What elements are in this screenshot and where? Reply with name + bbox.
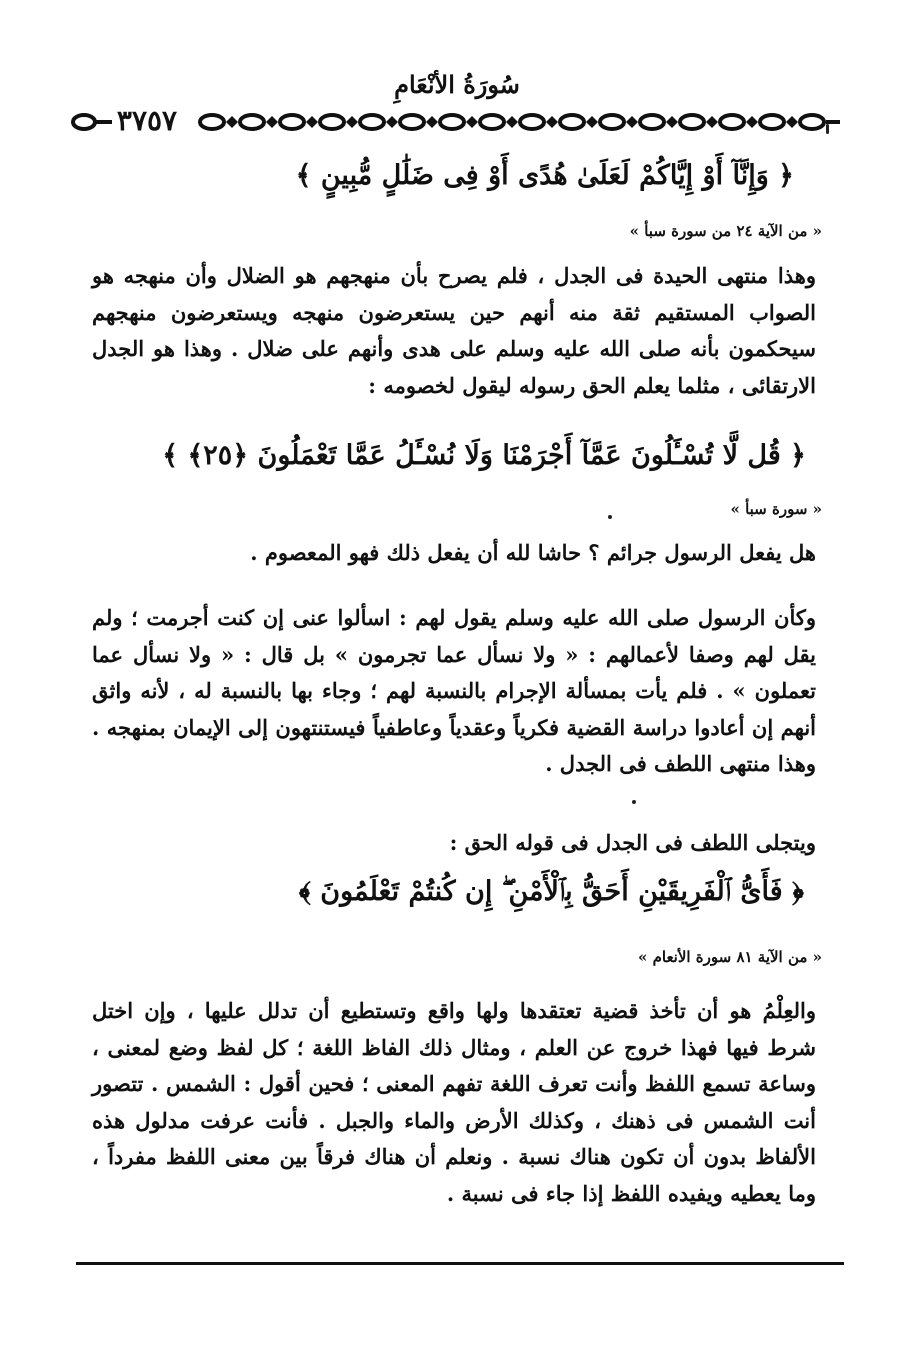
verse-reference: « من الآية ٢٤ من سورة سبأ »	[629, 222, 822, 240]
footer-rule	[76, 1262, 844, 1265]
decorative-chain-border	[70, 110, 840, 134]
body-paragraph: والعِلْمُ هو أن تأخذ قضية تعتقدها ولها واقع وتستطيع أن تدلل عليها ، وإن اختل شرط فيها فهذا خروج عن العلم ، ومثال ذلك الفاظ اللغة ؛ كل لفظ وضع لمعنى ، وساعة تسمع اللفظ وأنت تعرف اللغة تفهم المعنى ؛ فحين أقول : الشمس . تتصور أنت الشمس فى ذهنك ، وكذلك الأرض والماء والجبل . فأنت عرفت مدلول هذه الألفاظ بدون أن تكون هناك نسبة . ونعلم أن هناك فرقاً بين معنى اللفظ مفرداً ، وما يعطيه ويفيده اللفظ إذا جاء فى نسبة .	[92, 998, 816, 1206]
verse-reference: « سورة سبأ »	[730, 500, 822, 518]
surah-title: سُورَةُ الأنْعَامِ	[394, 70, 520, 99]
body-paragraph: وهذا منتهى الحيدة فى الجدل ، فلم يصرح بأن منهجهم هو الضلال وأن منهجه هو الصواب المستقيم ثقة منه أنهم حين يستعرضون منهجه ويستعرضون منهجهم سيحكمون بأنه صلى الله عليه وسلم على هدى وأنهم على ضلال . وهذا هو الجدل الارتقائى ، مثلما يعلم الحق رسوله ليقول لخصومه :	[92, 263, 816, 398]
scan-speck	[632, 800, 636, 804]
quran-verse: ﴿ وَإِنَّآ أَوْ إِيَّاكُمْ لَعَلَىٰ هُدًى أَوْ فِى ضَلَٰلٍ مُّبِينٍ ﴾	[295, 160, 794, 191]
body-paragraph: وكأن الرسول صلى الله عليه وسلم يقول لهم : اسألوا عنى إن كنت أجرمت ؛ ولم يقل لهم وصفا لأعمالهم : « ولا نسأل عما تجرمون » بل قال : « ولا نسأل عما تعملون » . فلم يأت بمسألة الإجرام بالنسبة لهم ؛ وجاء بها بالنسبة له ، لأنه واثق أنهم إن أعادوا دراسة القضية فكرياً وعقدياً وعاطفياً فيستنتهون إلى الإيمان بمنهجه . وهذا منتهى اللطف فى الجدل .	[92, 605, 816, 776]
scan-speck	[826, 124, 829, 134]
quran-verse: ﴿ قُل لَّا تُسْـَٔلُونَ عَمَّآ أَجْرَمْنَا وَلَا نُسْـَٔلُ عَمَّا تَعْمَلُونَ ﴿٢٥﴾ ﴾	[162, 440, 806, 471]
page-number: ٣٧٥٧	[112, 104, 182, 138]
scan-speck	[608, 515, 612, 519]
body-paragraph: هل يفعل الرسول جرائم ؟ حاشا لله أن يفعل ذلك فهو المعصوم .	[250, 540, 816, 565]
verse-reference: « من الآية ٨١ سورة الأنعام »	[637, 948, 822, 966]
quran-verse: ﴿ فَأَىُّ ٱلْفَرِيقَيْنِ أَحَقُّ بِٱلْأَمْنِ ۖ إِن كُنتُمْ تَعْلَمُونَ ﴾	[298, 876, 804, 907]
body-paragraph: ويتجلى اللطف فى الجدل فى قوله الحق :	[449, 830, 816, 855]
